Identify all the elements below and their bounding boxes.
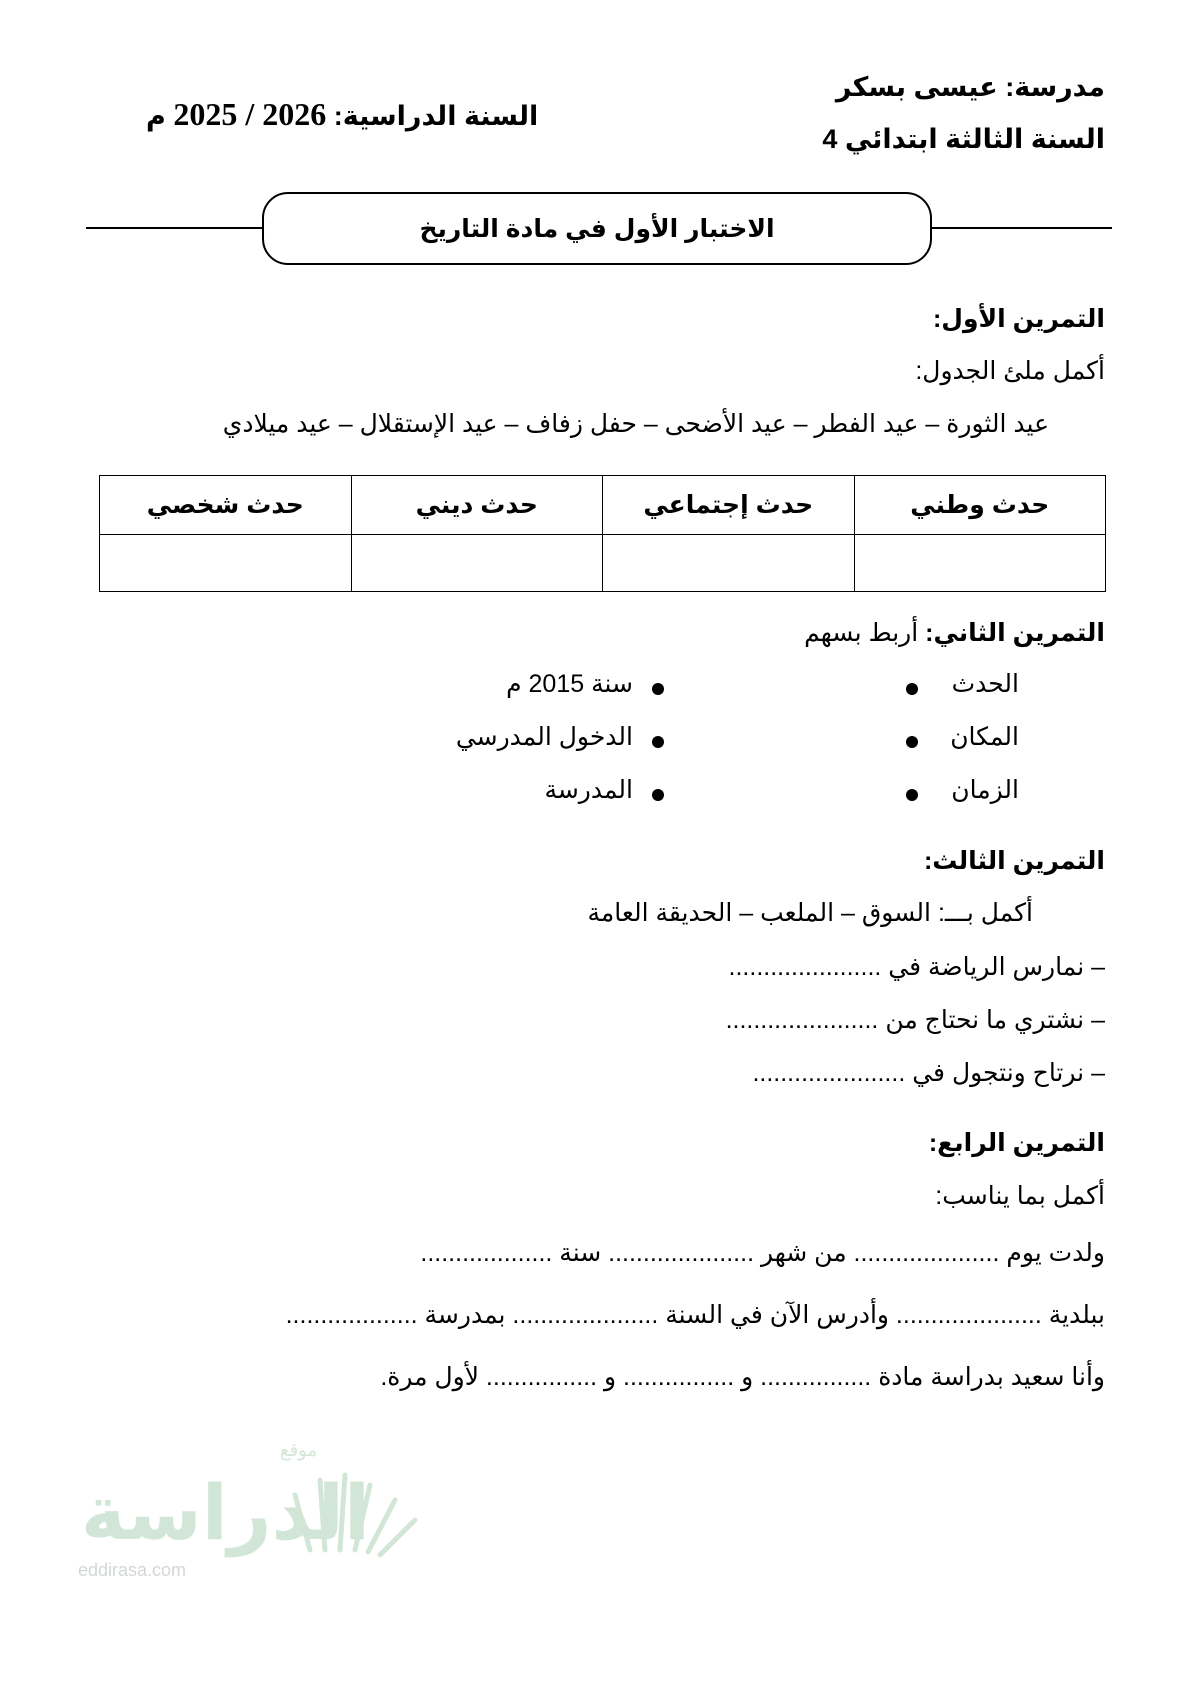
exercise3-line: – نمارس الرياضة في ...................... bbox=[728, 953, 1105, 981]
watermark-prefix: موقع bbox=[280, 1440, 318, 1460]
table-cell-personal[interactable] bbox=[100, 535, 352, 592]
table-cell-social[interactable] bbox=[603, 535, 855, 592]
watermark-url: eddirasa.com bbox=[78, 1560, 187, 1580]
match-right-item: الدخول المدرسي bbox=[455, 723, 633, 751]
class-level: السنة الثالثة ابتدائي 4 bbox=[822, 124, 1105, 154]
school-year-suffix: م bbox=[146, 101, 166, 131]
match-left-dot[interactable] bbox=[906, 736, 918, 748]
exercise4-line: ببلدية ..................... وأدرس الآن في السنة ..................... بمدرسة ................... bbox=[285, 1301, 1105, 1329]
match-right-item: سنة 2015 م bbox=[506, 670, 633, 698]
exercise4-instruction: أكمل بما يناسب: bbox=[935, 1182, 1105, 1210]
match-right-item: المدرسة bbox=[544, 776, 633, 804]
exercise1-word-list: عيد الثورة – عيد الفطر – عيد الأضحى – حفل زفاف – عيد الإستقلال – عيد ميلادي bbox=[222, 410, 1049, 438]
table-header: حدث شخصي bbox=[100, 476, 352, 535]
exercise3-line: – نرتاح ونتجول في ...................... bbox=[752, 1059, 1105, 1087]
exercise3-instruction: أكمل بـــ: السوق – الملعب – الحديقة العامة bbox=[587, 899, 1033, 927]
school-year-value: 2025 / 2026 bbox=[173, 96, 327, 132]
events-table bbox=[99, 475, 1106, 592]
match-right-dot[interactable] bbox=[652, 789, 664, 801]
match-left-dot[interactable] bbox=[906, 683, 918, 695]
exercise2-heading: التمرين الثاني: bbox=[925, 619, 1105, 647]
table-header: حدث وطني bbox=[854, 476, 1106, 535]
match-left-dot[interactable] bbox=[906, 789, 918, 801]
exercise3-line: – نشتري ما نحتاج من ...................... bbox=[725, 1006, 1105, 1034]
exam-title: الاختبار الأول في مادة التاريخ bbox=[262, 192, 932, 265]
school-year bbox=[146, 96, 538, 133]
table-cell-religious[interactable] bbox=[351, 535, 603, 592]
title-rule-right bbox=[930, 227, 1112, 229]
table-row bbox=[100, 535, 1106, 592]
watermark-brand: الدراسة bbox=[80, 1471, 370, 1556]
school-year-label: السنة الدراسية: bbox=[333, 101, 539, 131]
match-right-dot[interactable] bbox=[652, 736, 664, 748]
match-left-item: المكان bbox=[950, 723, 1019, 751]
exercise2-title bbox=[804, 618, 1105, 648]
school-name: مدرسة: عيسى بسكر bbox=[835, 72, 1105, 102]
watermark-logo bbox=[70, 1440, 430, 1590]
match-left-item: الحدث bbox=[951, 670, 1019, 698]
exercise4-heading: التمرين الرابع: bbox=[928, 1129, 1105, 1157]
exercise3-heading: التمرين الثالث: bbox=[923, 847, 1105, 875]
table-header: حدث ديني bbox=[351, 476, 603, 535]
table-header: حدث إجتماعي bbox=[603, 476, 855, 535]
title-rule-left bbox=[86, 227, 264, 229]
exercise4-line: ولدت يوم ..................... من شهر ..................... سنة ................... bbox=[420, 1239, 1105, 1267]
table-header-row bbox=[100, 476, 1106, 535]
exercise1-heading: التمرين الأول: bbox=[932, 305, 1105, 333]
match-left-item: الزمان bbox=[951, 776, 1019, 804]
exercise4-line: وأنا سعيد بدراسة مادة ................ و ................ و ................ لأول مرة. bbox=[380, 1363, 1105, 1391]
exercise1-instruction: أكمل ملئ الجدول: bbox=[915, 357, 1105, 385]
exercise2-instruction: أربط بسهم bbox=[804, 619, 919, 647]
table-cell-national[interactable] bbox=[854, 535, 1106, 592]
match-right-dot[interactable] bbox=[652, 683, 664, 695]
